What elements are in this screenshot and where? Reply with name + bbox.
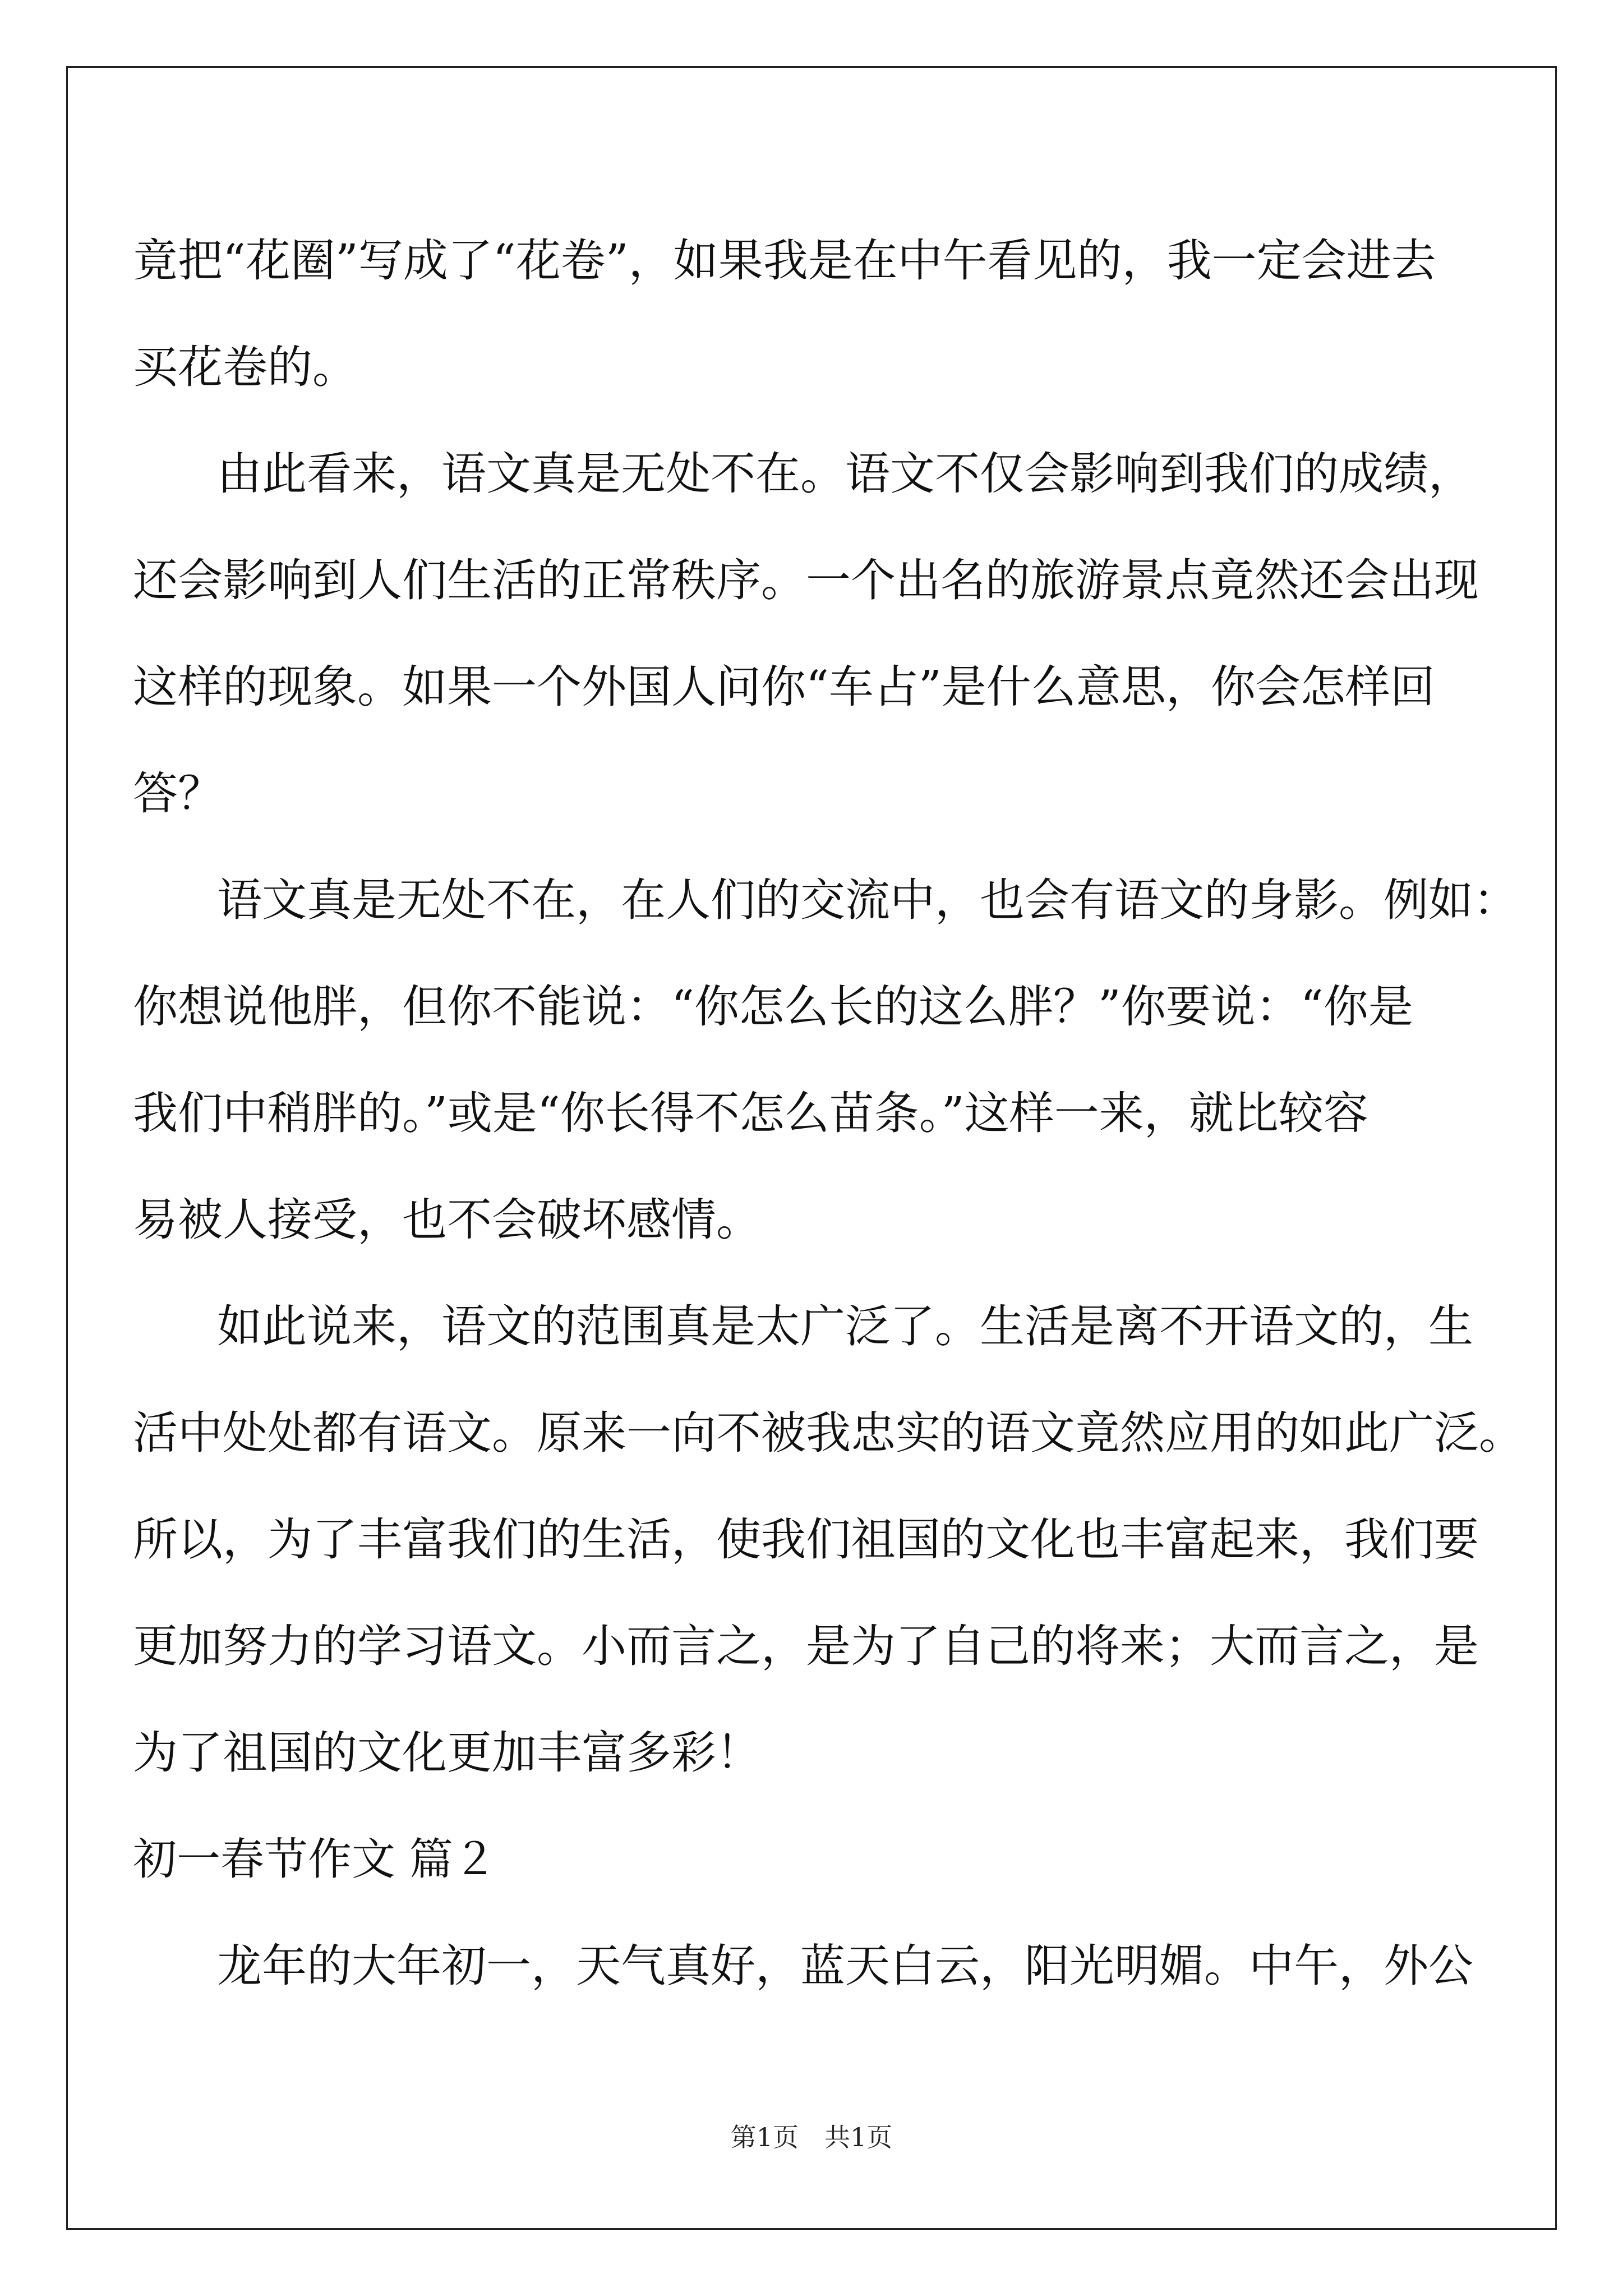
text-line: 易被人接受，也不会破坏感情。 (133, 1194, 761, 1246)
text-line: 竟把“花圈”写成了“花卷”，如果我是在中午看见的，我一定会进去 (133, 234, 1436, 287)
paragraph-start: 由此看来，语文真是无处不在。语文不仅会影响到我们的成绩， (217, 448, 1473, 500)
page-footer: 第1页 共1页 (730, 2122, 893, 2152)
text-line: 你想说他胖，但你不能说：“你怎么长的这么胖？”你要说：“你是 (133, 981, 1413, 1033)
text-line: 所以，为了丰富我们的生活，使我们祖国的文化也丰富起来，我们要 (133, 1513, 1479, 1566)
text-line: 活中处处都有语文。原来一向不被我忠实的语文竟然应用的如此广泛。 (133, 1407, 1524, 1459)
text-line: 买花卷的。 (133, 341, 357, 393)
text-line: 答？ (133, 767, 223, 820)
document-body (133, 208, 1524, 2019)
text-line: 这样的现象。如果一个外国人问你“车占”是什么意思，你会怎样回 (133, 661, 1435, 713)
text-line: 还会影响到人们生活的正常秩序。一个出名的旅游景点竟然还会出现 (133, 554, 1479, 606)
paragraph-start: 龙年的大年初一，天气真好，蓝天白云，阳光明媚。中午，外公 (217, 1940, 1473, 1992)
text-line: 为了祖国的文化更加丰富多彩！ (133, 1727, 761, 1779)
paragraph-start: 如此说来，语文的范围真是太广泛了。生活是离不开语文的，生 (217, 1300, 1473, 1352)
paragraph-start: 语文真是无处不在，在人们的交流中，也会有语文的身影。例如： (217, 874, 1518, 926)
text-line: 更加努力的学习语文。小而言之，是为了自己的将来；大而言之，是 (133, 1620, 1479, 1672)
text-line: 我们中稍胖的。”或是“你长得不怎么苗条。”这样一来，就比较容 (133, 1087, 1368, 1139)
section-heading: 初一春节作文 篇２ (133, 1834, 497, 1885)
